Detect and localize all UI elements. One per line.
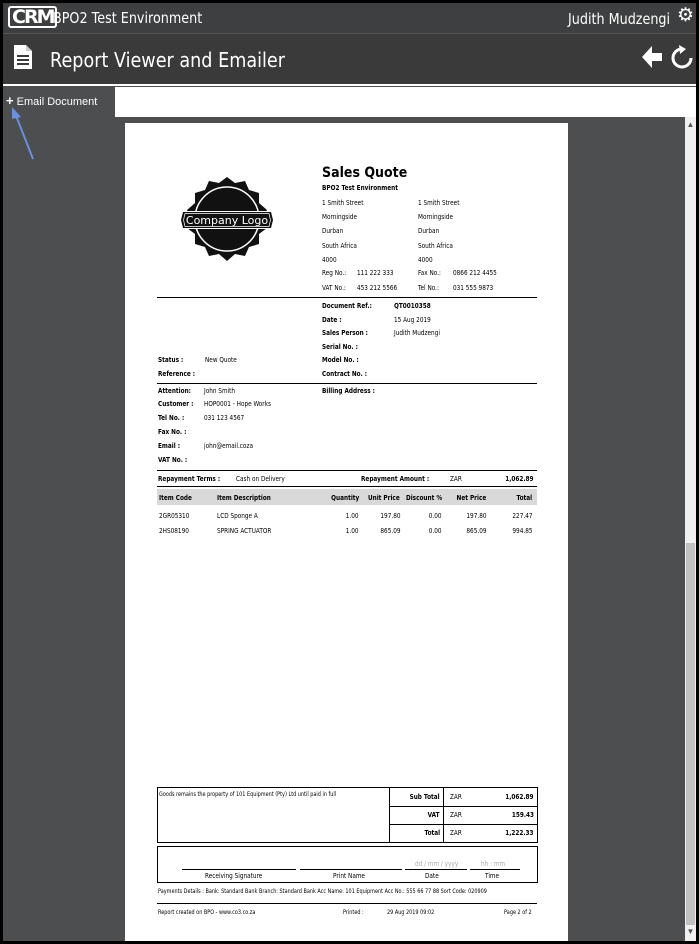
repayment-currency: ZAR <box>450 475 462 483</box>
customer-fax-label: Fax No. : <box>158 428 187 436</box>
attention-value: John Smith <box>204 387 236 395</box>
footer-created: Report created on BPO - www.co3.co.za <box>158 909 256 916</box>
total-value: 1,222.33 <box>505 829 534 837</box>
reference-label: Reference : <box>158 370 196 378</box>
column-header: Total <box>516 494 532 502</box>
print-name-label: Print Name <box>333 872 365 880</box>
divider <box>389 824 537 825</box>
address-right-line: Morningside <box>418 213 454 221</box>
email-document-label: Email Document <box>16 96 98 108</box>
customer-email-value: john@email.coza <box>204 442 253 450</box>
receiving-signature-label: Receiving Signature <box>205 872 263 880</box>
notes-text: Goods remains the property of 101 Equipment (Pty) Ltd until paid in full <box>159 791 337 798</box>
model-no-label: Model No. : <box>322 356 359 364</box>
address-right-line: Durban <box>418 227 440 235</box>
table-cell: LCD Sponge A <box>217 512 258 520</box>
divider <box>157 297 537 298</box>
annotation-arrow-icon <box>9 107 39 161</box>
footer-page: Page 2 of 2 <box>504 909 532 916</box>
footer-printed-label: Printed : <box>343 909 364 916</box>
customer-email-label: Email : <box>158 442 181 450</box>
serial-no-label: Serial No. : <box>322 343 358 351</box>
doc-ref-value: QT0010358 <box>394 302 431 310</box>
customer-vat-label: VAT No. : <box>158 456 188 464</box>
total-label: Total <box>424 829 440 837</box>
fax-no-label: Fax No.: <box>418 269 441 277</box>
vat-currency: ZAR <box>450 811 462 819</box>
address-left-line: Morningside <box>322 213 358 221</box>
table-cell: SPRING ACTUATOR <box>217 527 272 535</box>
repayment-amount-label: Repayment Amount : <box>361 475 430 483</box>
plus-icon: + <box>6 93 14 108</box>
repayment-terms-value: Cash on Delivery <box>236 475 285 483</box>
column-header: Item Code <box>159 494 192 502</box>
column-header: Net Price <box>456 494 486 502</box>
time-caption: Time <box>485 872 500 880</box>
print-name-line <box>300 869 402 870</box>
company-logo-text: Company Logo <box>185 214 269 227</box>
divider <box>443 787 444 843</box>
column-header: Item Description <box>217 494 271 502</box>
customer-value: HOP0001 - Hope Works <box>204 400 271 408</box>
tel-no-value: 031 555 9873 <box>453 284 494 292</box>
document-icon <box>13 44 33 70</box>
date-value: 15 Aug 2019 <box>394 316 431 324</box>
user-name[interactable]: Judith Mudzengi <box>567 10 670 28</box>
page-title: Report Viewer and Emailer <box>50 48 285 72</box>
address-right-line: South Africa <box>418 242 453 250</box>
company-name: BPO2 Test Environment <box>322 184 398 192</box>
fax-no-value: 0866 212 4455 <box>453 269 497 277</box>
status-value: New Quote <box>205 356 237 364</box>
address-left-line: 1 Smith Street <box>322 199 364 207</box>
arrow-left-icon[interactable] <box>640 44 664 70</box>
sales-person-value: Judith Mudzengi <box>394 329 440 337</box>
subtotal-currency: ZAR <box>450 793 462 801</box>
toolbar <box>3 87 696 117</box>
scrollbar-thumb[interactable] <box>686 543 695 925</box>
report-page <box>125 123 568 941</box>
table-cell: 0.00 <box>429 512 442 520</box>
subtotal-label: Sub Total <box>409 793 440 801</box>
sales-person-label: Sales Person : <box>322 329 368 337</box>
subtotal-value: 1,062.89 <box>505 793 534 801</box>
column-header: Discount % <box>405 494 442 502</box>
date-caption: Date <box>425 872 439 880</box>
page-header <box>3 33 696 86</box>
customer-tel-label: Tel No. : <box>158 414 185 422</box>
divider <box>389 806 537 807</box>
crm-logo-text: CRM <box>8 6 57 28</box>
customer-tel-value: 031 123 4567 <box>204 414 245 422</box>
top-bar <box>3 3 696 33</box>
vat-total-value: 159.43 <box>511 811 534 819</box>
payment-details: Payments Details : Bank: Standard Bank Branch: Standard Bank Acc Name: 101 Equipment Acc No.: 555 66 77 88 Sort Code: 020909 <box>158 888 487 895</box>
billing-address-label: Billing Address : <box>322 387 375 395</box>
divider <box>157 486 537 487</box>
table-cell: 227.47 <box>511 512 532 520</box>
address-left-line: 4000 <box>322 256 337 264</box>
address-left-line: South Africa <box>322 242 357 250</box>
total-currency: ZAR <box>450 829 462 837</box>
signature-line <box>182 869 296 870</box>
vat-total-label: VAT <box>428 811 440 819</box>
status-label: Status : <box>158 356 184 364</box>
table-cell: 865.09 <box>465 527 486 535</box>
table-cell: 2HS08190 <box>159 527 189 535</box>
environment-title: BPO2 Test Environment <box>53 9 203 27</box>
footer-printed-value: 29 Aug 2019 09:02 <box>387 909 435 916</box>
refresh-icon[interactable] <box>671 45 693 71</box>
column-header: Quantity <box>330 494 359 502</box>
contract-no-label: Contract No. : <box>322 370 368 378</box>
repayment-terms-label: Repayment Terms : <box>158 475 221 483</box>
table-cell: 865.09 <box>379 527 400 535</box>
doc-ref-label: Document Ref.: <box>322 302 372 310</box>
address-right-line: 1 Smith Street <box>418 199 460 207</box>
table-cell: 197.80 <box>379 512 400 520</box>
report-title: Sales Quote <box>322 165 408 181</box>
reg-no-label: Reg No.: <box>322 269 347 277</box>
divider <box>389 787 390 843</box>
date-placeholder: dd / mm / yyyy <box>415 860 459 868</box>
table-cell: 1.00 <box>346 527 359 535</box>
divider <box>157 903 537 904</box>
table-cell: 1.00 <box>346 512 359 520</box>
divider <box>157 470 537 471</box>
table-cell: 197.80 <box>465 512 486 520</box>
table-cell: 2GR05310 <box>159 512 190 520</box>
crm-logo[interactable] <box>8 6 57 28</box>
column-header: Unit Price <box>368 494 400 502</box>
reg-no-value: 111 222 333 <box>357 269 394 277</box>
scroll-up-icon[interactable]: ▲ <box>686 120 695 129</box>
vat-no-label: VAT No.: <box>322 284 346 292</box>
time-line <box>470 869 520 870</box>
scroll-down-icon[interactable]: ▼ <box>686 927 695 936</box>
table-cell: 0.00 <box>429 527 442 535</box>
vat-no-value: 453 212 5566 <box>357 284 398 292</box>
divider <box>157 383 537 384</box>
date-label: Date : <box>322 316 342 324</box>
address-right-line: 4000 <box>418 256 433 264</box>
customer-label: Customer : <box>158 400 194 408</box>
date-line <box>405 869 467 870</box>
address-left-line: Durban <box>322 227 344 235</box>
company-logo <box>181 175 273 267</box>
attention-label: Attention: <box>158 387 191 395</box>
time-placeholder: hh : mm <box>481 860 506 868</box>
gear-icon[interactable]: ⚙ <box>676 5 694 26</box>
repayment-amount-value: 1,062.89 <box>505 475 534 483</box>
table-cell: 994.85 <box>511 527 532 535</box>
tel-no-label: Tel No.: <box>418 284 439 292</box>
